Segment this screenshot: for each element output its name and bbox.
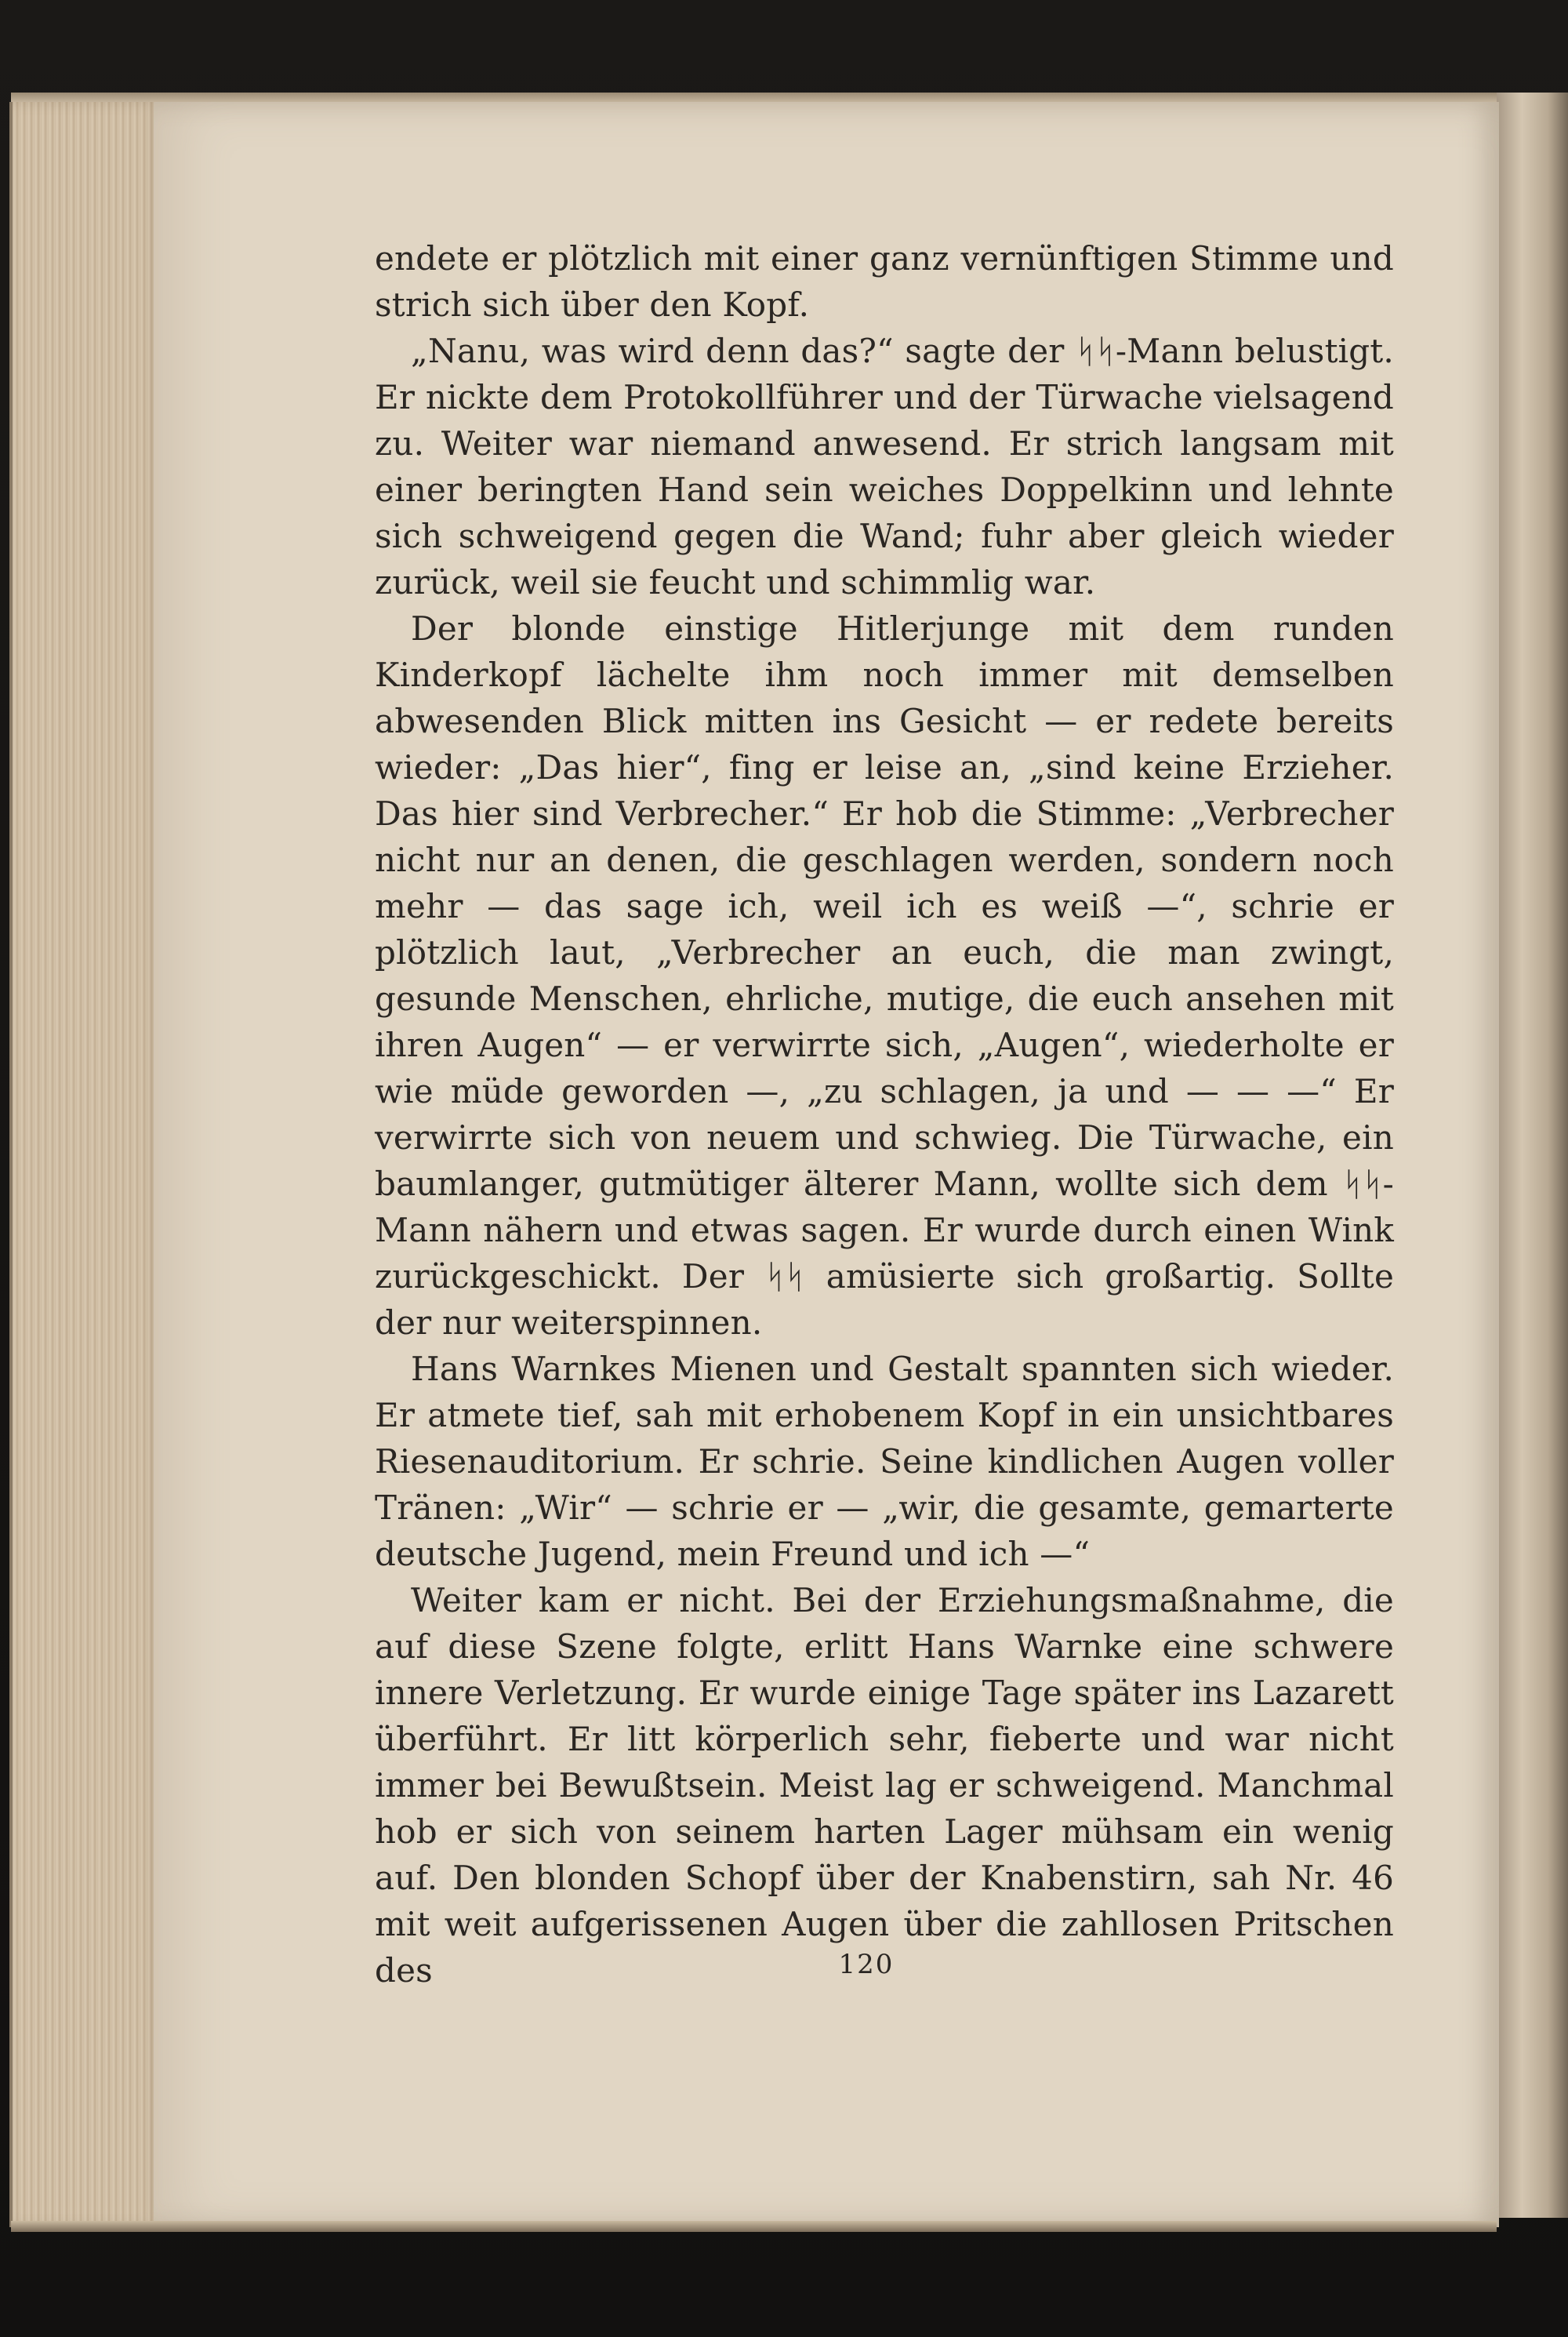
- paragraph: Der blonde einstige Hitlerjunge mit dem runden Kinderkopf lächelte ihm noch immer mit demselben abwesenden Blick mitten ins Gesicht — er redete bereits wieder: „Das hier“, fing er leise an, „sind keine Erzieher. Das hier sind Verbrecher.“ Er hob die Stimme: „Verbrecher nicht nur an denen, die geschlagen werden, sondern noch mehr — das sage ich, weil ich es weiß —“, schrie er plötzlich laut, „Verbrecher an euch, die man zwingt, gesunde Menschen, ehrliche, mutige, die euch ansehen mit ihren Augen“ — er verwirrte sich, „Augen“, wiederholte er wie müde geworden —, „zu schlagen, ja und — — —“ Er verwirrte sich von neuem und schwieg. Die Türwache, ein baumlanger, gutmütiger älterer Mann, wollte sich dem ᛋᛋ-Mann nähern und etwas sagen. Er wurde durch einen Wink zurückgeschickt. Der ᛋᛋ amüsierte sich großartig. Sollte der nur weiterspinnen.: [375, 609, 1394, 1342]
- paragraph: endete er plötzlich mit einer ganz vernünftigen Stimme und strich sich über den Kopf.: [375, 239, 1394, 324]
- adjacent-page-edge: [1494, 93, 1568, 2218]
- paragraph: „Nanu, was wird denn das?“ sagte der ᛋᛋ-Mann belustigt. Er nickte dem Protokollführer und der Türwache vielsagend zu. Weiter war niemand anwesend. Er strich langsam mit einer beringten Hand sein weiches Doppelkinn und lehnte sich schweigend gegen die Wand; fuhr aber gleich wieder zurück, weil sie feucht und schimmlig war.: [375, 332, 1394, 602]
- page-bottom-edge: [11, 2221, 1497, 2232]
- page-stack-left: [9, 102, 162, 2227]
- paragraph: Hans Warnkes Mienen und Gestalt spannten sich wieder. Er atmete tief, sah mit erhobenem Kopf in ein unsichtbares Riesenauditorium. Er schrie. Seine kindlichen Augen voller Tränen: „Wir“ — schrie er — „wir, die gesamte, gemarterte deutsche Jugend, mein Freund und ich —“: [375, 1350, 1394, 1573]
- paragraph: Weiter kam er nicht. Bei der Erziehungsmaßnahme, die auf diese Szene folgte, erlitt Hans Warnke eine schwere innere Verletzung. Er wurde einige Tage später ins Lazarett überführt. Er litt körperlich sehr, fieberte und war nicht immer bei Bewußtsein. Meist lag er schweigend. Manchmal hob er sich von seinem harten Lager mühsam ein wenig auf. Den blonden Schopf über der Knabenstirn, sah Nr. 46 mit weit aufgerissenen Augen über die zahllosen Pritschen des: [375, 1581, 1394, 1990]
- page-number: 120: [838, 1949, 895, 1980]
- body-text: [375, 235, 1394, 1994]
